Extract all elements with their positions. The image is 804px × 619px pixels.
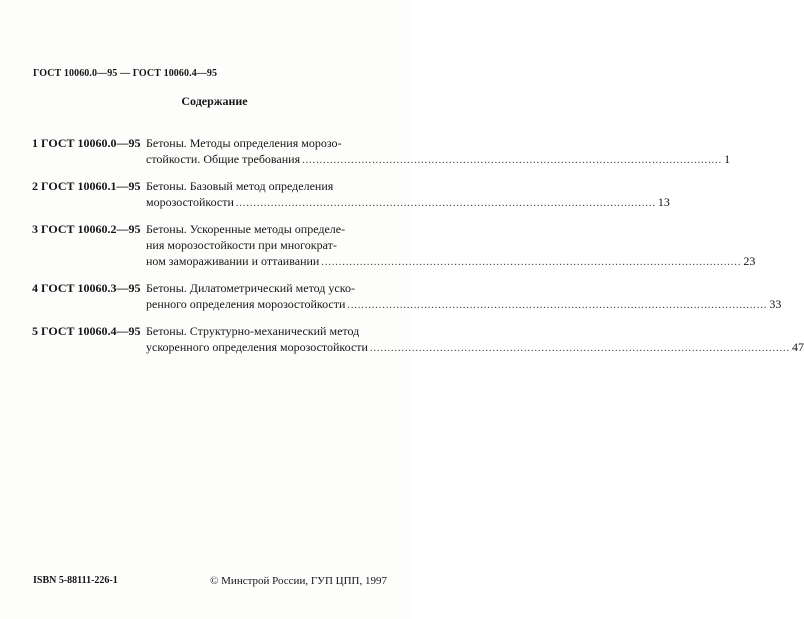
toc-entry-line: ренного определения морозостойкости: [146, 297, 346, 311]
toc-entry-last-line: [146, 296, 781, 314]
toc-entry-number: 5: [32, 324, 38, 338]
toc-entry-line: Бетоны. Структурно-механический метод: [146, 324, 360, 338]
running-header: ГОСТ 10060.0—95 — ГОСТ 10060.4—95: [33, 68, 218, 79]
toc-entry-line: стойкости. Общие требования: [146, 152, 301, 166]
toc-entry-last-line: [146, 253, 755, 271]
toc-entry-code: ГОСТ 10060.2—95: [41, 222, 141, 236]
toc-entry-number-code: [32, 221, 146, 271]
dot-leader: [236, 196, 656, 212]
toc-entry-line: ускоренного определения морозостойкости: [146, 340, 368, 354]
toc-entry-page: 23: [743, 254, 756, 268]
toc-entry: [32, 178, 670, 212]
toc-entry-description: [146, 323, 804, 357]
toc-entry-description: [146, 178, 670, 212]
toc-entry-code: ГОСТ 10060.3—95: [41, 281, 141, 295]
toc-entry-line: морозостойкости: [146, 195, 234, 209]
dot-leader: [321, 255, 741, 271]
toc-entry-number: 1: [32, 136, 38, 150]
toc-entry-last-line: [146, 339, 804, 357]
toc-entry-line: ном замораживании и оттаивании: [146, 254, 320, 268]
table-of-contents: [32, 135, 804, 366]
toc-entry-page: 1: [724, 152, 731, 166]
toc-entry-number: 4: [32, 281, 38, 295]
toc-entry: [32, 280, 782, 314]
toc-entry-page: 47: [791, 340, 804, 354]
toc-entry-line: Бетоны. Методы определения морозо-: [146, 136, 342, 150]
toc-entry: [32, 135, 731, 169]
toc-entry-description: [146, 221, 755, 271]
toc-entry-line: Бетоны. Ускоренные методы определе-: [146, 222, 346, 236]
toc-entry-number-code: [32, 280, 146, 314]
toc-entry-number: 2: [32, 179, 38, 193]
toc-entry-number: 3: [32, 222, 38, 236]
toc-entry-page: 33: [769, 297, 782, 311]
toc-entry-page: 13: [657, 195, 670, 209]
copyright: © Минстрой России, ГУП ЦПП, 1997: [210, 575, 387, 587]
toc-entry-number-code: [32, 178, 146, 212]
toc-entry-code: ГОСТ 10060.4—95: [41, 324, 141, 338]
dot-leader: [347, 298, 767, 314]
toc-entry-code: ГОСТ 10060.1—95: [41, 179, 141, 193]
toc-entry-last-line: [146, 151, 730, 169]
toc-entry-line: Бетоны. Дилатометрический метод уско-: [146, 281, 355, 295]
toc-entry-number-code: [32, 135, 146, 169]
dot-leader: [370, 341, 790, 357]
toc-entry-description: [146, 135, 730, 169]
toc-entry-number-code: [32, 323, 146, 357]
toc-entry-description: [146, 280, 781, 314]
toc-entry-line: Бетоны. Базовый метод определения: [146, 179, 334, 193]
toc-entry: [32, 323, 804, 357]
toc-entry-code: ГОСТ 10060.0—95: [41, 136, 141, 150]
toc-entry-last-line: [146, 194, 670, 212]
toc-entry-line: ния морозостойкости при многократ-: [146, 238, 337, 252]
page-title: Содержание: [181, 94, 248, 108]
dot-leader: [302, 153, 722, 169]
isbn: ISBN 5-88111-226-1: [33, 575, 118, 586]
toc-entry: [32, 221, 756, 271]
